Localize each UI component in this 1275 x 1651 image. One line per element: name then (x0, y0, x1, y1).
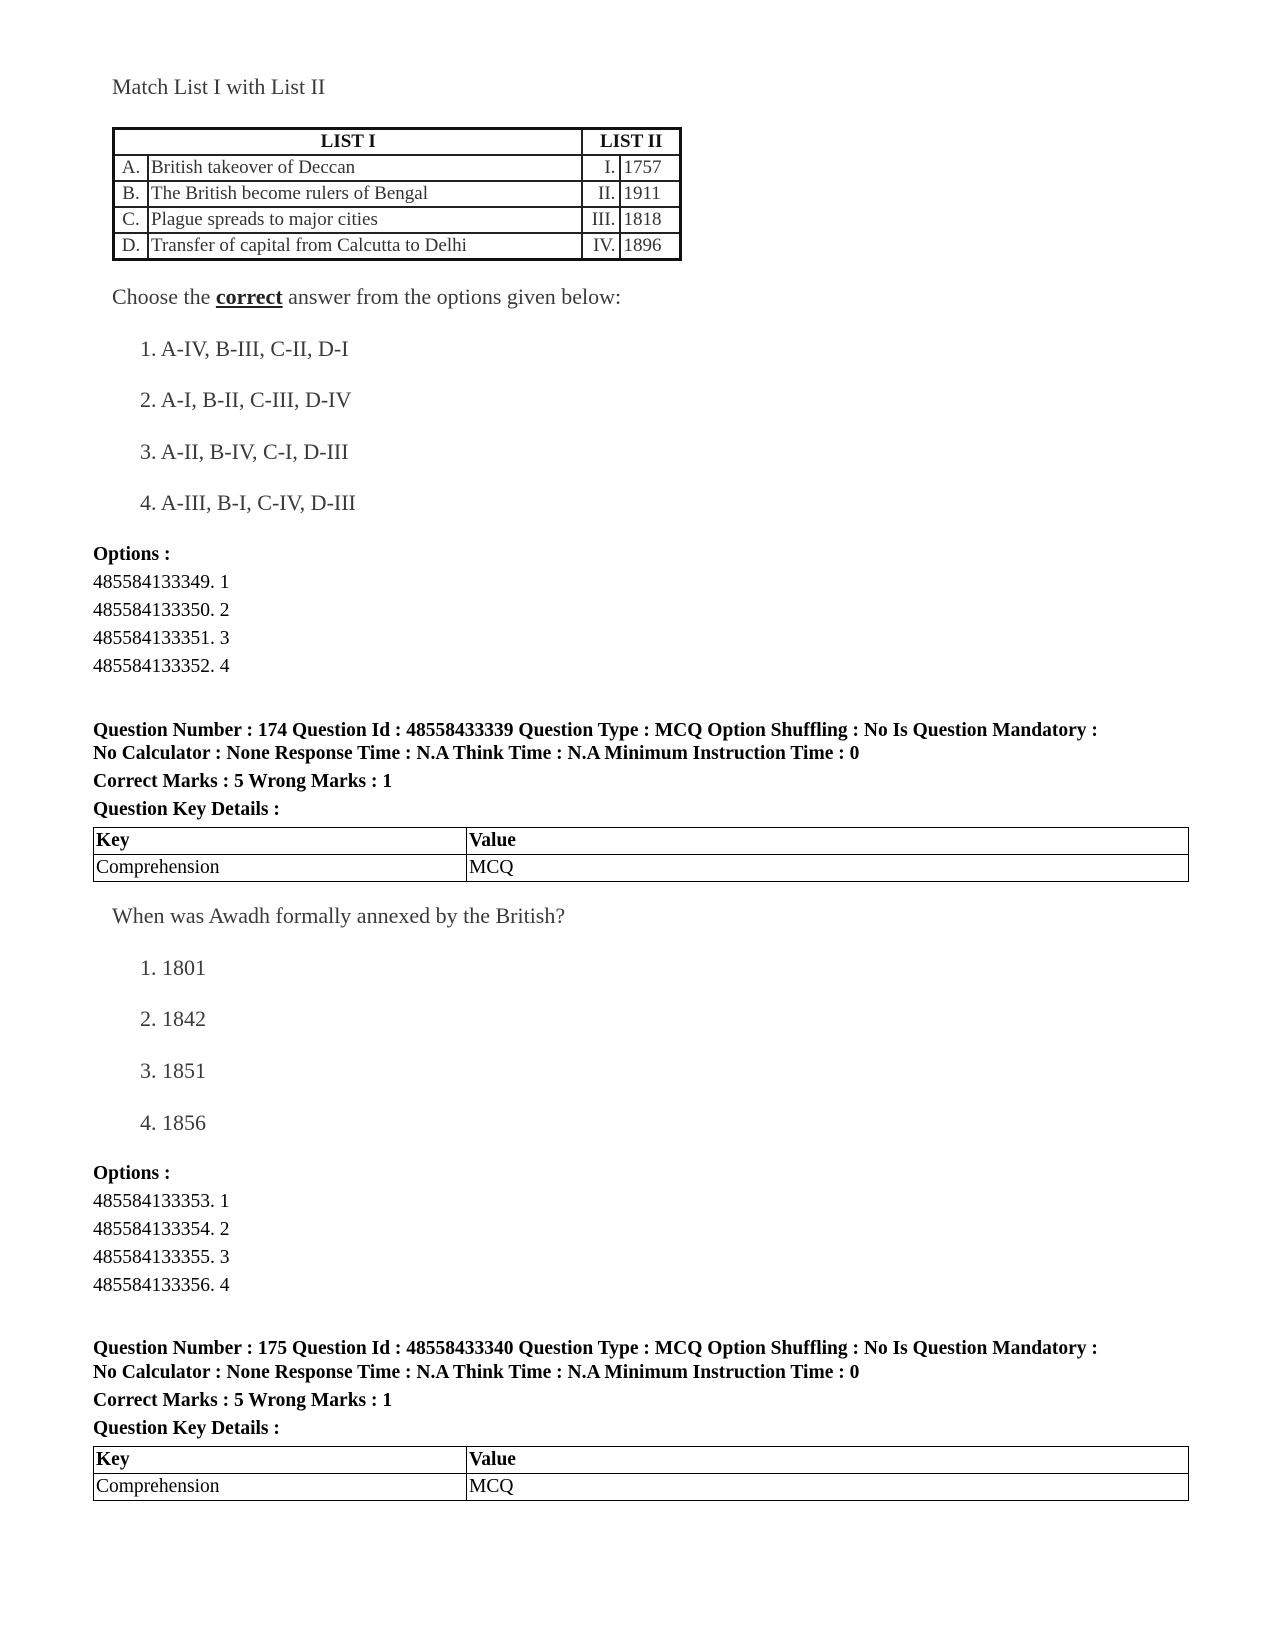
option-id: 485584133350. 2 (93, 600, 230, 621)
question-marks: Correct Marks : 5 Wrong Marks : 1 (93, 1390, 393, 1411)
key-header: Key (94, 1447, 467, 1474)
match-list-table (112, 127, 682, 261)
list2-header: LIST II (582, 129, 680, 156)
question-key-table (93, 827, 1189, 882)
table-row (94, 1474, 1189, 1501)
table-row (114, 155, 681, 181)
table-row (94, 855, 1189, 882)
question-key-table (93, 1446, 1189, 1501)
choice-item: 1. 1801 (140, 955, 206, 980)
options-label: Options : (93, 544, 171, 565)
row-year: 1896 (620, 233, 680, 260)
question-meta-line1: Question Number : 174 Question Id : 48558433339 Question Type : MCQ Option Shuffling : No Is Question Mandatory : (93, 720, 1098, 741)
row-item: Plague spreads to major cities (148, 207, 582, 233)
choice-item: 2. A-I, B-II, C-III, D-IV (140, 387, 352, 412)
key-header: Key (94, 828, 467, 855)
row-item: British takeover of Deccan (148, 155, 582, 181)
choice-item: 4. A-III, B-I, C-IV, D-III (140, 490, 356, 515)
row-roman: II. (582, 181, 620, 207)
choose-suffix: answer from the options given below: (288, 284, 622, 309)
choice-item: 2. 1842 (140, 1006, 206, 1031)
question-marks: Correct Marks : 5 Wrong Marks : 1 (93, 771, 393, 792)
choose-prefix: Choose the (112, 284, 211, 309)
key-cell: Comprehension (94, 855, 467, 882)
option-id: 485584133351. 3 (93, 628, 230, 649)
option-id: 485584133349. 1 (93, 572, 230, 593)
row-letter: B. (114, 181, 149, 207)
row-roman: IV. (582, 233, 620, 260)
table-row (114, 181, 681, 207)
value-cell: MCQ (467, 1474, 1189, 1501)
row-roman: III. (582, 207, 620, 233)
row-item: The British become rulers of Bengal (148, 181, 582, 207)
option-id: 485584133355. 3 (93, 1247, 230, 1268)
row-letter: C. (114, 207, 149, 233)
table-row (114, 233, 681, 260)
row-letter: D. (114, 233, 149, 260)
row-item: Transfer of capital from Calcutta to Delhi (148, 233, 582, 260)
choice-item: 4. 1856 (140, 1110, 206, 1135)
choice-item: 3. 1851 (140, 1058, 206, 1083)
option-id: 485584133356. 4 (93, 1275, 230, 1296)
options-label: Options : (93, 1163, 171, 1184)
row-year: 1757 (620, 155, 680, 181)
key-details-label: Question Key Details : (93, 1418, 280, 1439)
option-id: 485584133352. 4 (93, 656, 230, 677)
row-letter: A. (114, 155, 149, 181)
question-text: When was Awadh formally annexed by the British? (112, 903, 566, 928)
row-year: 1911 (620, 181, 680, 207)
question-meta-line2: No Calculator : None Response Time : N.A Think Time : N.A Minimum Instruction Time : 0 (93, 1362, 860, 1383)
value-cell: MCQ (467, 855, 1189, 882)
question-meta-line1: Question Number : 175 Question Id : 48558433340 Question Type : MCQ Option Shuffling : No Is Question Mandatory : (93, 1338, 1098, 1359)
question-meta-line2: No Calculator : None Response Time : N.A Think Time : N.A Minimum Instruction Time : 0 (93, 743, 860, 764)
key-cell: Comprehension (94, 1474, 467, 1501)
match-list-intro: Match List I with List II (112, 74, 326, 99)
value-header: Value (467, 1447, 1189, 1474)
table-row (114, 207, 681, 233)
row-year: 1818 (620, 207, 680, 233)
key-details-label: Question Key Details : (93, 799, 280, 820)
choose-bold: correct (215, 284, 283, 309)
value-header: Value (467, 828, 1189, 855)
choose-instruction (112, 284, 621, 310)
option-id: 485584133354. 2 (93, 1219, 230, 1240)
choice-item: 1. A-IV, B-III, C-II, D-I (140, 336, 349, 361)
option-id: 485584133353. 1 (93, 1191, 230, 1212)
row-roman: I. (582, 155, 620, 181)
choice-item: 3. A-II, B-IV, C-I, D-III (140, 439, 349, 464)
list1-header: LIST I (114, 129, 583, 156)
